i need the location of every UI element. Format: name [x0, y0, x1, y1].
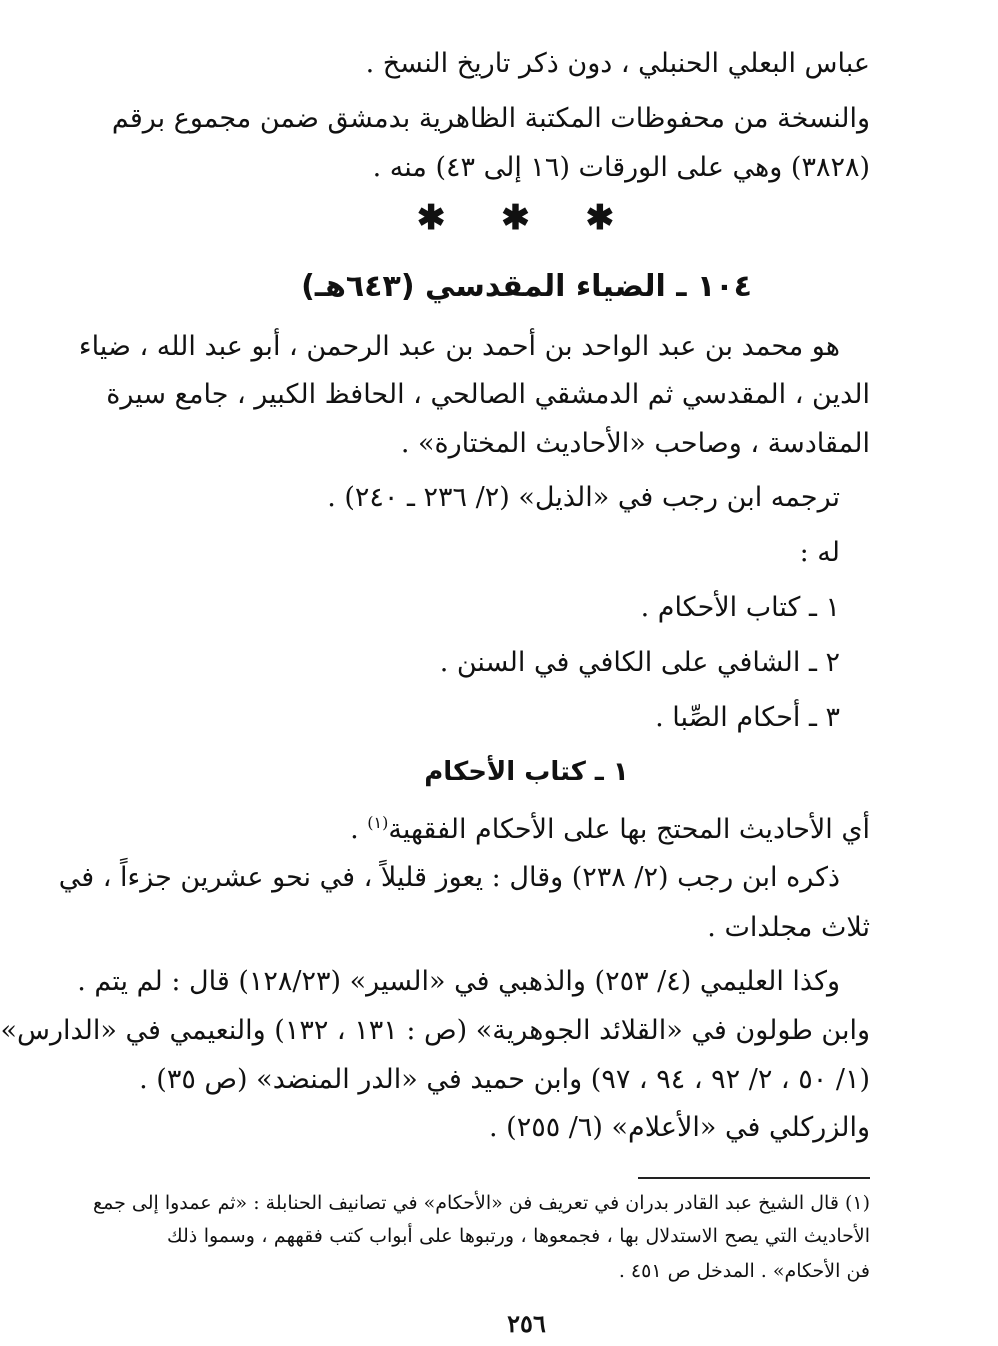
meaning-end: . — [350, 814, 368, 845]
subsection-heading: ١ ـ كتاب الأحكام — [424, 757, 629, 787]
bio-line: المقادسة ، وصاحب «الأحاديث المختارة» . — [400, 428, 870, 459]
bio-line: هو محمد بن عبد الواحد بن أحمد بن عبد الرحمن ، أبو عبد الله ، ضياء — [78, 331, 840, 362]
footnote-line: فن الأحكام» . المدخل ص ٤٥١ . — [618, 1260, 870, 1282]
footnote-divider — [638, 1177, 870, 1179]
work-item: ٢ ـ الشافي على الكافي في السنن . — [439, 647, 840, 678]
footnote-line: الأحاديث التي يصح الاستدلال بها ، فجمعوها ، ورتبوها على أبواب كتب فقههم ، وسموا ذلك — [167, 1225, 870, 1247]
paragraph-line: ثلاث مجلدات . — [707, 912, 870, 943]
meaning-text: أي الأحاديث المحتج بها على الأحكام الفقهية — [388, 814, 870, 845]
footnote-line: (١) قال الشيخ عبد القادر بدران في تعريف فن «الأحكام» في تصانيف الحنابلة : «ثم عمدوا إلى جمع — [93, 1192, 870, 1214]
paragraph-line: والزركلي في «الأعلام» (٦/ ٢٥٥) . — [489, 1112, 870, 1143]
translation-line: ترجمه ابن رجب في «الذيل» (٢/ ٢٣٦ ـ ٢٤٠) . — [327, 482, 840, 513]
work-item: ٣ ـ أحكام الصِّبا . — [655, 702, 840, 733]
meaning-line — [167, 803, 870, 850]
bio-line: الدين ، المقدسي ثم الدمشقي الصالحي ، الحافظ الكبير ، جامع سيرة — [106, 379, 870, 410]
text-line: والنسخة من محفوظات المكتبة الظاهرية بدمشق ضمن مجموع برقم — [111, 103, 870, 134]
works-intro: له : — [799, 537, 840, 568]
text-line: عباس البعلي الحنبلي ، دون ذكر تاريخ النسخ . — [365, 48, 870, 79]
page-number: ٢٥٦ — [507, 1309, 546, 1338]
paragraph-line: وابن طولون في «القلائد الجوهرية» (ص : ١٣١ ، ١٣٢) والنعيمي في «الدارس» — [0, 1015, 870, 1046]
paragraph-line: وكذا العليمي (٤/ ٢٥٣) والذهبي في «السير» (١٢٨/٢٣) قال : لم يتم . — [77, 966, 840, 997]
section-separator: ✱ ✱ ✱ — [416, 198, 637, 238]
paragraph-line: (١/ ٥٠ ، ٢/ ٩٢ ، ٩٤ ، ٩٧) وابن حميد في «الدر المنضد» (ص ٣٥) . — [139, 1064, 870, 1095]
footnote-marker: (١) — [367, 813, 389, 832]
entry-heading: ١٠٤ ـ الضياء المقدسي (٦٤٣هـ) — [301, 269, 752, 304]
work-item: ١ ـ كتاب الأحكام . — [640, 592, 840, 623]
paragraph-line: ذكره ابن رجب (٢/ ٢٣٨) وقال : يعوز قليلاً ، في نحو عشرين جزءاً ، في — [58, 862, 840, 893]
text-line: (٣٨٢٨) وهي على الورقات (١٦ إلى ٤٣) منه . — [372, 152, 870, 183]
